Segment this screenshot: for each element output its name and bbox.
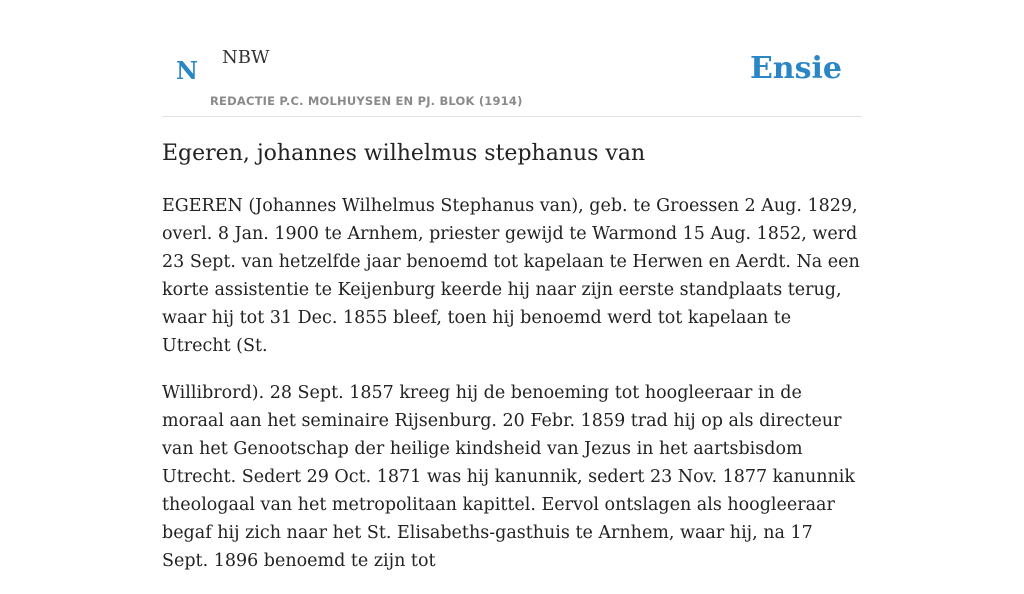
article-title: Egeren, johannes wilhelmus stephanus van: [162, 141, 646, 166]
article-body: [162, 192, 862, 594]
source-name[interactable]: NBW: [222, 47, 270, 68]
brand-logo[interactable]: Ensie: [749, 51, 842, 86]
source-logo[interactable]: N: [176, 56, 198, 85]
site-header: [162, 0, 862, 117]
article-paragraph: Willibrord). 28 Sept. 1857 kreeg hij de benoeming tot hoogleeraar in de moraal aan het seminaire Rijsenburg. 20 Febr. 1859 trad hij op als directeur van het Genootschap der heilige kindsheid van Jezus in het aartsbisdom Utrecht. Sedert 29 Oct. 1871 was hij kanunnik, sedert 23 Nov. 1877 kanunnik theologaal van het metropolitaan kapittel. Eervol ontslagen als hoogleeraar begaf hij zich naar het St. Elisabeths-gasthuis te Arnhem, waar hij, na 17 Sept. 1896 benoemd te zijn tot: [162, 383, 855, 571]
source-subtitle: REDACTIE P.C. MOLHUYSEN EN PJ. BLOK (1914): [210, 94, 523, 108]
article-paragraph: EGEREN (Johannes Wilhelmus Stephanus van), geb. te Groessen 2 Aug. 1829, overl. 8 Jan. 1900 te Arnhem, priester gewijd te Warmond 15 Aug. 1852, werd 23 Sept. van hetzelfde jaar benoemd tot kapelaan te Herwen en Aerdt. Na een korte assistentie te Keijenburg keerde hij naar zijn eerste standplaats terug, waar hij tot 31 Dec. 1855 bleef, toen hij benoemd werd tot kapelaan te Utrecht (St.: [162, 196, 860, 356]
